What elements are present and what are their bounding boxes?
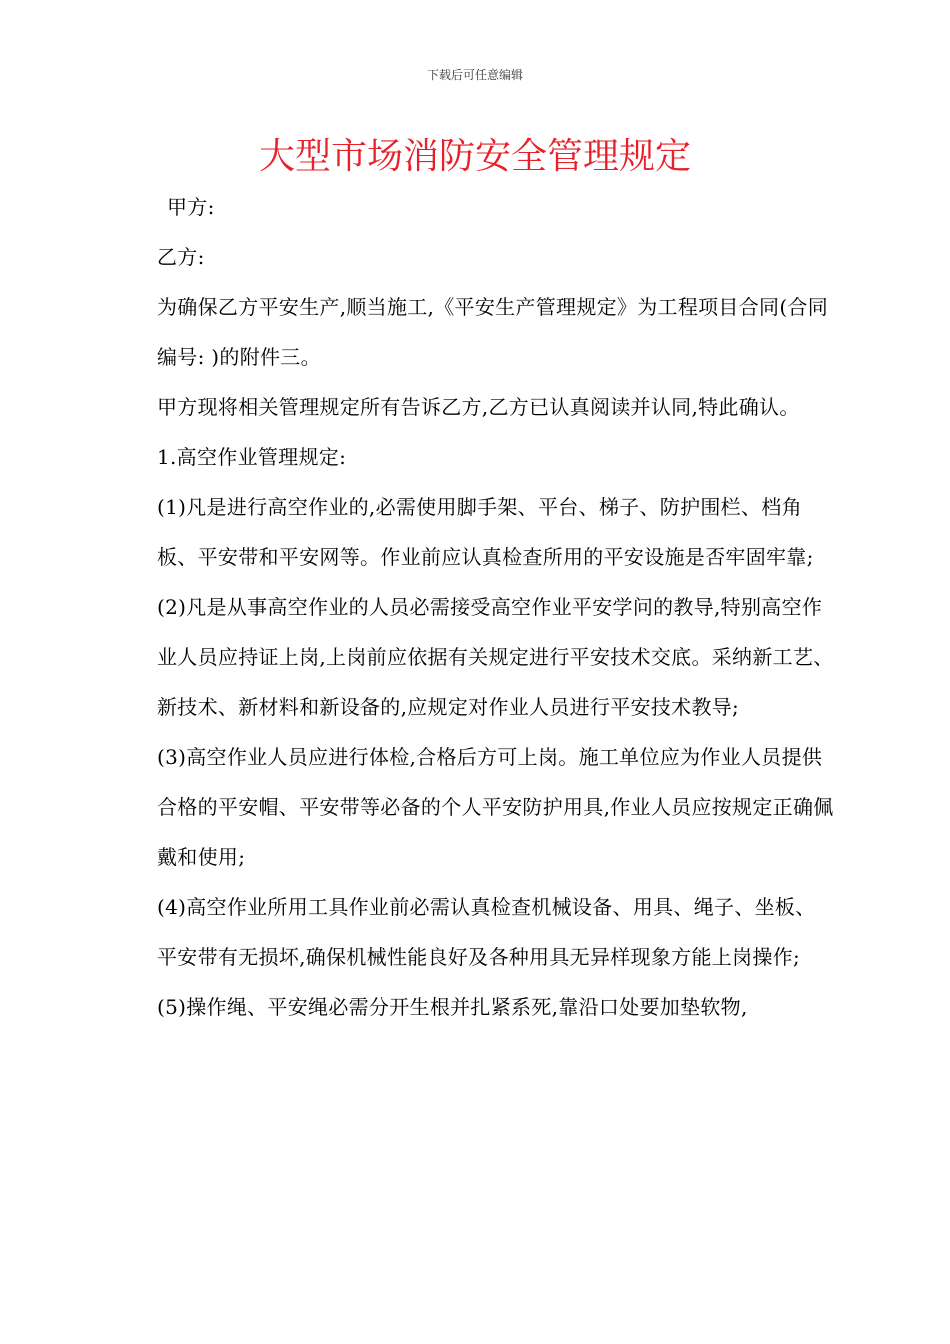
clause-1-2: (2)凡是从事高空作业的人员必需接受高空作业平安学问的教导,特别高空作业人员应持证上岗,上岗前应依据有关规定进行平安技术交底。采纳新工艺、新技术、新材料和新设备的,应规定对作业人员进行平安技术教导; bbox=[157, 595, 834, 719]
section-heading-1: 1.高空作业管理规定: bbox=[157, 445, 347, 469]
header-note: 下载后可任意编辑 bbox=[426, 68, 523, 82]
clause-1-5: (5)操作绳、平安绳必需分开生根并扎紧系死,靠沿口处要加垫软物, bbox=[157, 995, 748, 1019]
document-title: 大型市场消防安全管理规定 bbox=[258, 136, 691, 177]
document-body bbox=[145, 182, 835, 1032]
paragraph-notice: 甲方现将相关管理规定所有告诉乙方,乙方已认真阅读并认同,特此确认。 bbox=[157, 395, 800, 419]
paragraph-purpose: 为确保乙方平安生产,顺当施工,《平安生产管理规定》为工程项目合同(合同编号: )的附件三。 bbox=[157, 295, 829, 369]
party-a-line: 甲方: bbox=[167, 195, 215, 219]
clause-1-3: (3)高空作业人员应进行体检,合格后方可上岗。施工单位应为作业人员提供合格的平安帽、平安带等必备的个人平安防护用具,作业人员应按规定正确佩戴和使用; bbox=[157, 745, 834, 869]
clause-1-1: (1)凡是进行高空作业的,必需使用脚手架、平台、梯子、防护围栏、档角板、平安带和平安网等。作业前应认真检查所用的平安设施是否牢固牢靠; bbox=[157, 495, 814, 569]
clause-1-4: (4)高空作业所用工具作业前必需认真检查机械设备、用具、绳子、坐板、平安带有无损坏,确保机械性能良好及各种用具无异样现象方能上岗操作; bbox=[157, 895, 816, 969]
party-b-line: 乙方: bbox=[157, 245, 205, 269]
